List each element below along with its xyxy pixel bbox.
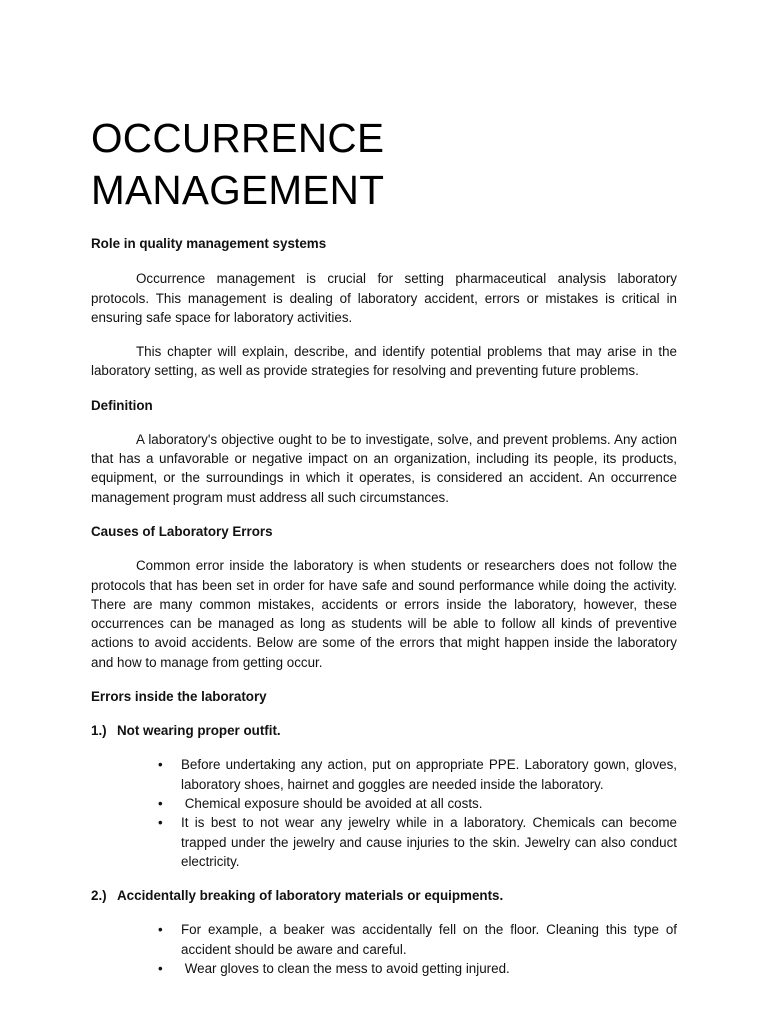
error-item-1-heading (91, 721, 677, 740)
error-item-2-heading (91, 886, 677, 905)
definition-paragraph: A laboratory's objective ought to be to investigate, solve, and prevent problems. Any action that has a unfavorable or negative impact on an organization, including its people, its products, equipment, or the surroundings in which it operates, is considered an accident. An occurrence management program must address all such circumstances. (91, 431, 677, 505)
list-item (91, 813, 677, 871)
error-item-2-number: 2.) (91, 888, 107, 904)
bullet-icon: • (158, 796, 163, 812)
error-item-1-label: Not wearing proper outfit. (117, 723, 281, 739)
bullet-icon: • (158, 757, 163, 773)
section-heading-role: Role in quality management systems (91, 236, 327, 251)
list-item (91, 959, 677, 978)
causes-paragraph: Common error inside the laboratory is when students or researchers does not follow the protocols that has been set in order for have safe and sound performance while doing the activity. There are many common mistakes, accidents or errors inside the laboratory, however, these occurrences can be managed as long as students will be able to follow all kinds of preventive actions to avoid accidents. Below are some of the errors that might happen inside the laboratory and how to manage from getting occur. (91, 558, 677, 670)
list-item (91, 794, 677, 813)
bullet-text: For example, a beaker was accidentally fell on the floor. Cleaning this type of accident should be aware and careful. (181, 922, 677, 957)
bullet-icon: • (158, 815, 163, 831)
bullet-text: Before undertaking any action, put on appropriate PPE. Laboratory gown, gloves, laboratory shoes, hairnet and goggles are needed inside the laboratory. (181, 757, 677, 792)
page-title: OCCURRENCE MANAGEMENT (91, 115, 385, 213)
list-item (91, 920, 677, 959)
role-paragraph-1: Occurrence management is crucial for setting pharmaceutical analysis laboratory protocols. This management is dealing of laboratory accident, errors or mistakes is critical in ensuring safe space for laboratory activities. (91, 271, 677, 325)
error-item-1-bullet-list (91, 755, 677, 871)
bullet-text: Wear gloves to clean the mess to avoid getting injured. (181, 961, 510, 977)
bullet-text: It is best to not wear any jewelry while in a laboratory. Chemicals can become trapped under the jewelry and cause injuries to the skin. Jewelry can also conduct electricity. (181, 815, 677, 869)
bullet-text: Chemical exposure should be avoided at all costs. (181, 796, 483, 812)
error-item-1-number: 1.) (91, 723, 107, 739)
bullet-icon: • (158, 922, 163, 938)
section-heading-causes: Causes of Laboratory Errors (91, 524, 273, 540)
role-paragraph-2: This chapter will explain, describe, and identify potential problems that may arise in the laboratory setting, as well as provide strategies for resolving and preventing future problems. (91, 344, 677, 379)
section-heading-errors: Errors inside the laboratory (91, 689, 267, 705)
list-item (91, 755, 677, 794)
bullet-icon: • (158, 961, 163, 977)
error-item-2-bullet-list (91, 920, 677, 978)
section-heading-definition: Definition (91, 397, 153, 413)
error-item-2-label: Accidentally breaking of laboratory materials or equipments. (117, 888, 504, 904)
